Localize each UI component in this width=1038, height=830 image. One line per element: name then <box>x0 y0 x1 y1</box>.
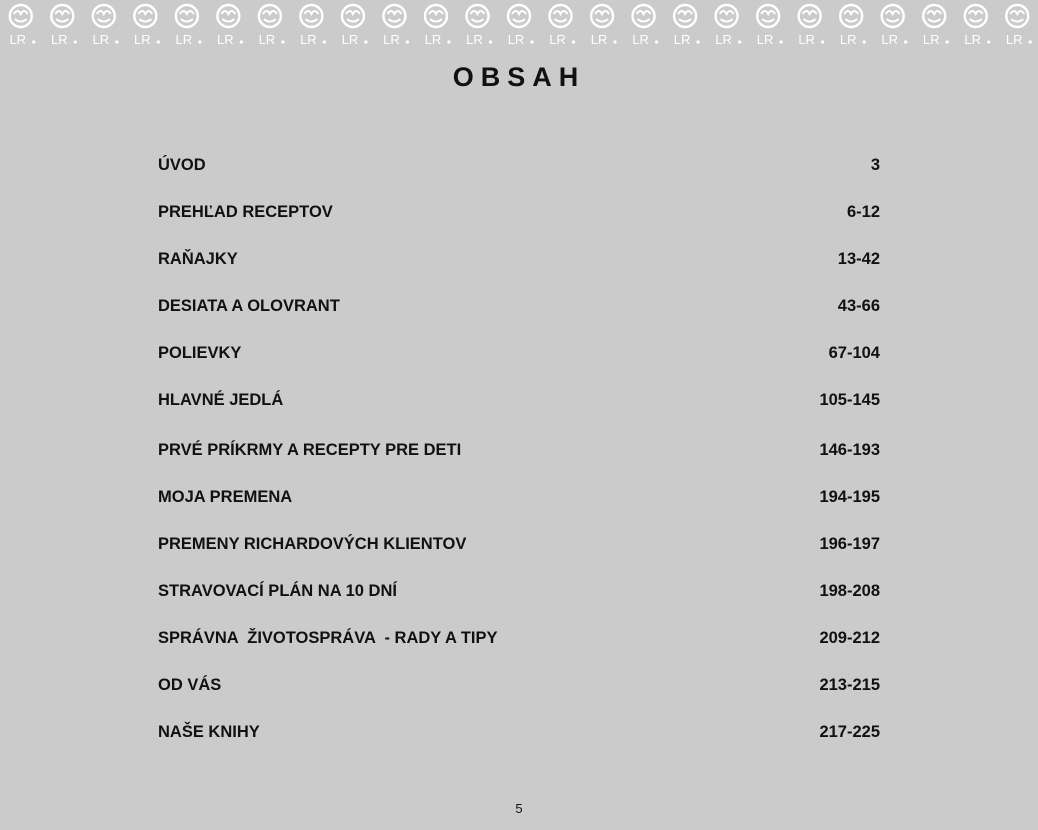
lr-logo-icon <box>134 5 160 47</box>
toc-row[interactable] <box>158 377 880 427</box>
toc-row[interactable] <box>158 709 880 756</box>
toc-row[interactable] <box>158 427 880 474</box>
toc-entry-label: PREMENY RICHARDOVÝCH KLIENTOV <box>158 535 467 553</box>
page-title: OBSAH <box>452 62 586 92</box>
toc-entry-label: PRVÉ PRÍKRMY A RECEPTY PRE DETI <box>158 441 462 459</box>
lr-logo-icon <box>383 5 409 47</box>
svg-text:LR: LR <box>1005 32 1023 47</box>
toc-entry-pages: 13-42 <box>837 250 880 268</box>
lr-logo-icon <box>798 5 824 47</box>
toc-row[interactable] <box>158 142 880 189</box>
decorative-banner <box>0 0 1038 48</box>
toc-entry-pages: 3 <box>870 156 880 174</box>
lr-logo-icon <box>425 5 451 47</box>
toc-entry-label: SPRÁVNA ŽIVOTOSPRÁVA - RADY A TIPY <box>158 629 498 647</box>
lr-logo-icon <box>300 5 326 47</box>
lr-logo-icon <box>674 5 700 47</box>
lr-logo-icon <box>591 5 617 47</box>
svg-text:LR: LR <box>175 32 193 47</box>
svg-text:LR: LR <box>673 32 691 47</box>
toc-entry-pages: 196-197 <box>819 535 880 553</box>
toc-entry-label: RAŇAJKY <box>158 250 238 268</box>
svg-text:LR: LR <box>92 32 110 47</box>
toc-entry-pages: 67-104 <box>828 344 880 362</box>
toc-entry-label: MOJA PREMENA <box>158 488 293 506</box>
lr-logo-icon <box>757 5 783 47</box>
svg-text:LR: LR <box>798 32 815 47</box>
toc-entry-pages: 213-215 <box>819 676 880 694</box>
svg-text:LR: LR <box>341 32 359 47</box>
toc-entry-pages: 105-145 <box>819 391 880 409</box>
toc-entry-label: STRAVOVACÍ PLÁN NA 10 DNÍ <box>158 582 397 600</box>
svg-text:LR: LR <box>590 32 608 47</box>
lr-logo-icon <box>632 5 658 47</box>
lr-logo-icon <box>881 5 907 47</box>
toc-entry-label: NAŠE KNIHY <box>158 723 260 741</box>
toc-entry-label: DESIATA A OLOVRANT <box>158 297 340 315</box>
toc-entry-label: OD VÁS <box>158 676 222 694</box>
svg-text:LR: LR <box>134 32 151 47</box>
svg-text:LR: LR <box>9 32 27 47</box>
lr-logo-icon <box>466 5 492 47</box>
toc-row[interactable] <box>158 283 880 330</box>
lr-logo-icon <box>923 5 949 47</box>
toc-row[interactable] <box>158 521 880 568</box>
lr-logo-icon <box>715 5 741 47</box>
toc-entry-pages: 43-66 <box>837 297 880 315</box>
toc-entry-label: ÚVOD <box>158 156 206 174</box>
svg-text:LR: LR <box>507 32 525 47</box>
svg-text:LR: LR <box>881 32 898 47</box>
lr-logo-icon <box>1006 5 1032 47</box>
lr-logo-icon <box>259 5 285 47</box>
svg-text:LR: LR <box>839 32 857 47</box>
toc-row[interactable] <box>158 330 880 377</box>
toc-entry-label: HLAVNÉ JEDLÁ <box>158 391 284 409</box>
toc-row[interactable] <box>158 236 880 283</box>
svg-text:LR: LR <box>258 32 276 47</box>
svg-text:LR: LR <box>549 32 566 47</box>
toc-entry-label: POLIEVKY <box>158 344 242 362</box>
toc-row[interactable] <box>158 474 880 521</box>
svg-text:LR: LR <box>50 32 68 47</box>
lr-logo-icon <box>176 5 202 47</box>
svg-text:LR: LR <box>217 32 234 47</box>
svg-text:LR: LR <box>632 32 649 47</box>
svg-text:LR: LR <box>300 32 317 47</box>
page-number: 5 <box>515 801 523 816</box>
table-of-contents <box>158 142 880 756</box>
toc-entry-pages: 194-195 <box>819 488 880 506</box>
svg-text:LR: LR <box>922 32 940 47</box>
lr-logo-icon <box>217 5 243 47</box>
svg-text:LR: LR <box>424 32 442 47</box>
toc-row[interactable] <box>158 568 880 615</box>
toc-entry-pages: 146-193 <box>819 441 880 459</box>
lr-logo-icon <box>92 5 118 47</box>
lr-logo-icon <box>964 5 990 47</box>
svg-text:LR: LR <box>964 32 982 47</box>
lr-logo-icon <box>342 5 368 47</box>
toc-entry-pages: 6-12 <box>846 203 880 221</box>
toc-entry-pages: 217-225 <box>819 723 880 741</box>
lr-logo-icon <box>549 5 575 47</box>
lr-logo-icon <box>840 5 866 47</box>
svg-text:LR: LR <box>715 32 732 47</box>
toc-entry-pages: 198-208 <box>819 582 880 600</box>
toc-entry-pages: 209-212 <box>819 629 880 647</box>
lr-logo-icon <box>9 5 35 47</box>
lr-logo-pattern-icon <box>0 0 1038 48</box>
toc-row[interactable] <box>158 615 880 662</box>
toc-entry-label: PREHĽAD RECEPTOV <box>158 203 333 221</box>
lr-logo-icon <box>51 5 77 47</box>
svg-text:LR: LR <box>383 32 400 47</box>
svg-text:LR: LR <box>466 32 483 47</box>
lr-logo-icon <box>508 5 534 47</box>
toc-row[interactable] <box>158 189 880 236</box>
svg-text:LR: LR <box>756 32 774 47</box>
toc-row[interactable] <box>158 662 880 709</box>
